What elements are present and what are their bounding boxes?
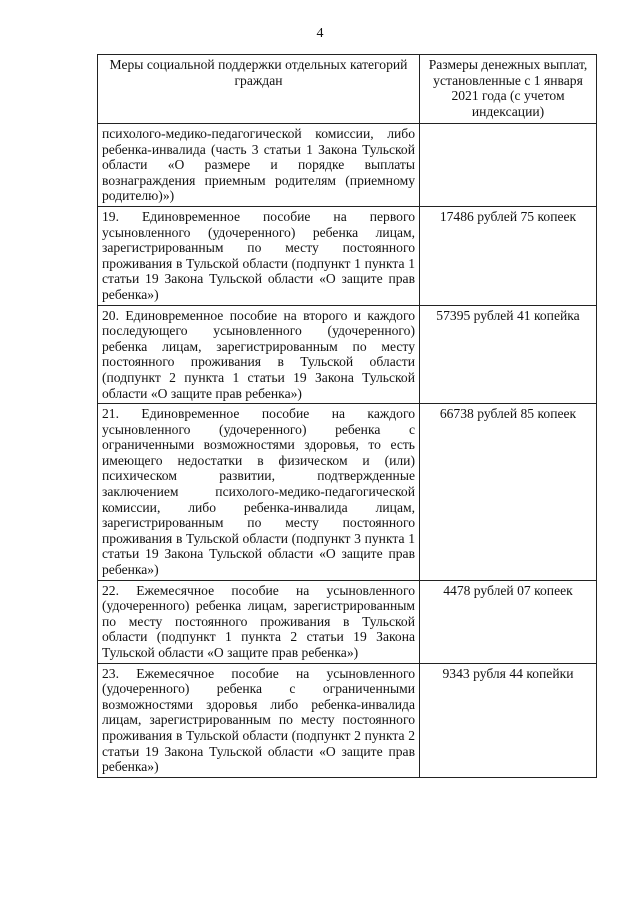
row-description: 20. Единовременное пособие на второго и каждого последующего усыновленного (удочеренного) ребенка лицам, зарегистрированным по месту постоянного проживания в Тульской области (подпункт 2 пункта 1 статьи 19 Закона Тульской области «О защите прав ребенка»): [98, 305, 420, 404]
row-amount: 66738 рублей 85 копеек: [420, 404, 597, 581]
row-amount: [420, 124, 597, 207]
row-description: 22. Ежемесячное пособие на усыновленного (удочеренного) ребенка лицам, зарегистрированным по месту постоянного проживания в Тульской области (подпункт 1 пункта 2 статьи 19 Закона Тульской области «О защите прав ребенка»): [98, 580, 420, 663]
header-measures: Меры социальной поддержки отдельных категорий граждан: [98, 55, 420, 124]
row-description: 21. Единовременное пособие на каждого усыновленного (удочеренного) ребенка с ограниченными возможностями здоровья, то есть имеющего недостатки в физическом и (или) психическом развитии, подтвержденные заключением психолого-медико-педагогической комиссии, либо ребенка-инвалида лицам, зарегистрированным по месту постоянного проживания в Тульской области (подпункт 3 пункта 1 статьи 19 Закона Тульской области «О защите прав ребенка»): [98, 404, 420, 581]
table-row: [98, 305, 597, 404]
row-description: психолого-медико-педагогической комиссии, либо ребенка-инвалида (часть 3 статьи 1 Закона Тульской области «О размере и порядке выплаты вознаграждения приемным родителям (приемному родителю)»): [98, 124, 420, 207]
row-description: 23. Ежемесячное пособие на усыновленного (удочеренного) ребенка с ограниченными возможностями здоровья либо ребенка-инвалида лицам, зарегистрированным по месту постоянного проживания в Тульской области (подпункт 2 пункта 2 статьи 19 Закона Тульской области «О защите прав ребенка»): [98, 663, 420, 777]
page-number: 4: [316, 26, 324, 41]
table-row: [98, 663, 597, 777]
row-amount: 4478 рублей 07 копеек: [420, 580, 597, 663]
row-description: 19. Единовременное пособие на первого усыновленного (удочеренного) ребенка лицам, зарегистрированным по месту постоянного проживания в Тульской области (подпункт 1 пункта 1 статьи 19 Закона Тульской области «О защите прав ребенка»): [98, 206, 420, 305]
table-row: [98, 404, 597, 581]
row-amount: 17486 рублей 75 копеек: [420, 206, 597, 305]
row-amount: 9343 рубля 44 копейки: [420, 663, 597, 777]
table-row: [98, 580, 597, 663]
social-support-table: [97, 54, 597, 778]
header-amounts: Размеры денежных выплат, установленные с 1 января 2021 года (с учетом индексации): [420, 55, 597, 124]
table-row: [98, 124, 597, 207]
table-row: [98, 206, 597, 305]
table-header-row: [98, 55, 597, 124]
row-amount: 57395 рублей 41 копейка: [420, 305, 597, 404]
